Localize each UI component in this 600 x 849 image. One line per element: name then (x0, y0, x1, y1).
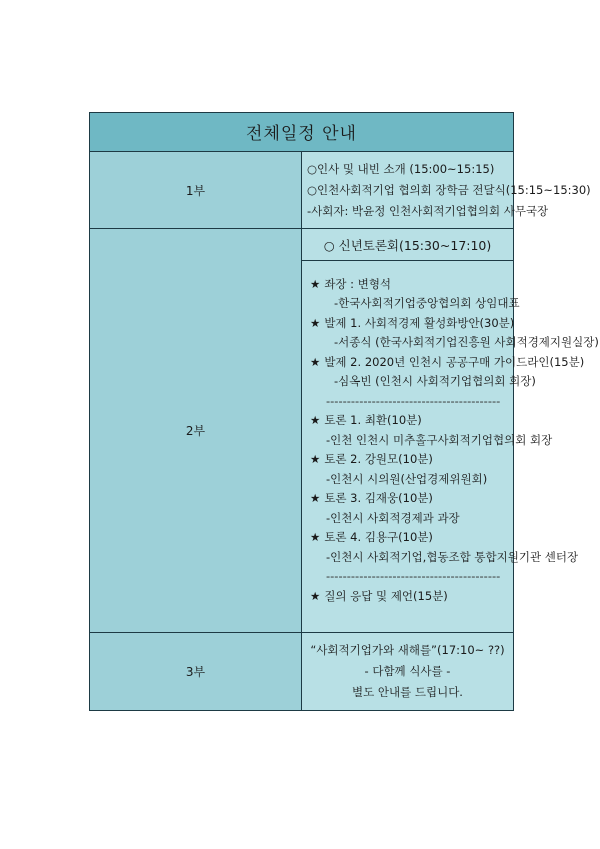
discussion-1-line (310, 411, 513, 431)
part2-label: 2부 (90, 229, 302, 633)
discussion-3-line (310, 489, 513, 509)
star-icon: ★ (310, 588, 321, 603)
qa-line (310, 587, 513, 607)
schedule-title: 전체일정 안내 (90, 113, 514, 152)
presentation-2-line (310, 353, 585, 373)
chair-line (310, 275, 513, 295)
discussion-3-title: 토론 3. 김재웅(10분) (324, 491, 433, 506)
part3-line-title: “사회적기업가와 새해를”(17:10~ ??) (310, 643, 505, 658)
star-icon: ★ (310, 354, 321, 369)
separator-line: ------------------------------------------ (326, 569, 501, 584)
chair-title: 좌장 : 변형석 (324, 276, 392, 291)
discussion-4-role: -인천시 사회적기업,협동조합 통합지원기관 센터장 (326, 549, 579, 564)
part3-line-notice: 별도 안내를 드립니다. (352, 685, 463, 700)
discussion-2-line (310, 450, 513, 470)
part3-label: 3부 (90, 633, 302, 711)
chair-role: -한국사회적기업중앙협의회 상임대표 (334, 296, 520, 311)
presentation-2-title: 발제 2. 2020년 인천시 공공구매 가이드라인(15분) (324, 354, 585, 369)
discussion-4-title: 토론 4. 김용구(10분) (324, 530, 433, 545)
presentation-2-role: -심옥빈 (인천시 사회적기업협의회 회장) (334, 374, 536, 389)
discussion-3-role: -인천시 사회적경제과 과장 (326, 510, 460, 525)
part1-label: 1부 (90, 151, 302, 229)
part3-line-meal: - 다함께 식사를 - (364, 664, 451, 679)
discussion-4-line (310, 528, 513, 548)
part2-content (302, 260, 599, 632)
presentation-1-role: -서종식 (한국사회적기업진흥원 사회적경제지원실장) (334, 335, 599, 350)
part1-line-host: -사회자: 박윤정 인천사회적기업협의회 사무국장 (307, 203, 549, 218)
presentation-1-title: 발제 1. 사회적경제 활성화방안(30분) (324, 315, 515, 330)
part1-content (302, 151, 591, 229)
discussion-1-role: -인천 인천시 미추홀구사회적기업협의회 회장 (326, 432, 553, 447)
star-icon: ★ (310, 315, 321, 330)
presentation-1-line (310, 314, 513, 334)
part2-subtitle: ○ 신년토론회(15:30~17:10) (302, 229, 514, 261)
separator-line: ------------------------------------------ (326, 393, 501, 408)
star-icon: ★ (310, 276, 321, 291)
schedule-table (89, 112, 599, 711)
part1-line-greeting: ○인사 및 내빈 소개 (15:00~15:15) (307, 161, 495, 176)
star-icon: ★ (310, 491, 321, 506)
star-icon: ★ (310, 530, 321, 545)
part1-line-scholarship: ○인천사회적기업 협의회 장학금 전달식(15:15~15:30) (307, 182, 591, 197)
part3-content (302, 633, 514, 711)
qa-title: 질의 응답 및 제언(15분) (324, 588, 448, 603)
star-icon: ★ (310, 452, 321, 467)
discussion-2-role: -인천시 시의원(산업경제위원회) (326, 471, 488, 486)
discussion-2-title: 토론 2. 강원모(10분) (324, 452, 433, 467)
star-icon: ★ (310, 413, 321, 428)
discussion-1-title: 토론 1. 최환(10분) (324, 413, 422, 428)
